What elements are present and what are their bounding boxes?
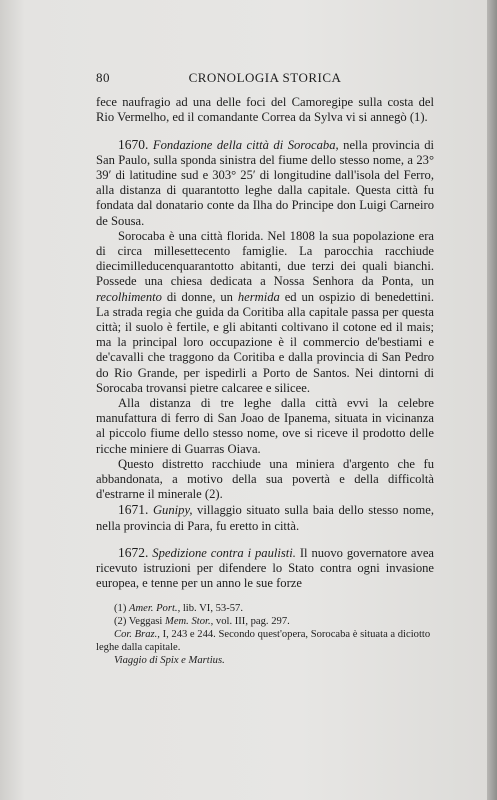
footnote-3: [96, 628, 434, 654]
footnote-source: Mem. Stor.,: [165, 615, 214, 627]
paragraph-sorocaba: [96, 229, 434, 396]
footnote-1: [96, 602, 434, 615]
entry-text: villaggio situato sulla baia dello stesso nome, nella provincia di Para, fu eretto in città.: [96, 503, 434, 533]
italic-term: recolhimento: [96, 289, 162, 304]
footnote-text: vol. III, pag. 297.: [213, 615, 290, 627]
footnote-source: Amer. Port.,: [129, 602, 181, 614]
paragraph-ipanema: Alla distanza di tre leghe dalla città evvi la celebre manufattura di ferro di San Joao de Ipanema, situata in vicinanza al piccolo fiume dello stesso nome, ove si riceve il prodotto delle ricche miniere di Guarras Oiava.: [96, 396, 434, 456]
footnote-marker: (1): [114, 602, 130, 614]
entry-year: 1670.: [118, 136, 149, 152]
footnote-text: I, 243 e 244. Secondo quest'opera, Sorocaba è situata a diciotto leghe dalla capitale.: [96, 628, 431, 653]
footnote-source: Cor. Braz.,: [114, 628, 160, 640]
running-title: CRONOLOGIA STORICA: [188, 70, 342, 85]
entry-heading: Fondazione della città di Sorocaba,: [152, 137, 339, 152]
footnote-4: [96, 654, 434, 667]
footnote-marker: (2) Veggasi: [114, 615, 165, 627]
footnote-2: [96, 615, 434, 628]
footnotes: [96, 602, 434, 667]
entry-1670: [96, 137, 434, 229]
entry-year: 1672.: [118, 544, 149, 560]
entry-text: Il nuovo governatore avea ricevuto istruzioni per difendere lo Stato contra ogni invasione europea, e tenne per un anno le sue forze: [96, 545, 434, 591]
entry-1672: [96, 545, 434, 592]
page-number: 80: [96, 70, 110, 85]
running-header: [96, 70, 434, 85]
footnote-source: Viaggio di Spix e Martius.: [114, 654, 225, 666]
italic-term: hermida: [237, 289, 280, 304]
footnote-text: lib. VI, 53-57.: [180, 602, 243, 614]
page-edge-shadow: [487, 0, 497, 800]
page-text-block: [96, 70, 434, 667]
entry-year: 1671.: [118, 502, 149, 518]
paragraph-text: ed un ospizio di benedettini. La strada regia che guida da Coritiba alla capitale passa per questa città; il suolo è fertile, e gli abitanti coltivano il cotone ed il mais; ma la principal loro occupazione è il commercio de'bestiami e de'cavalli che traggono da Coritiba e dalla provincia di San Pedro do Rio Grande, per ispedirli a Porto de Santos. Nei dintorni di Sorocaba trovansi pietre calcaree e silicee.: [96, 289, 434, 395]
paragraph-silver-mine: Questo distretto racchiude una miniera d'argento che fu abbandonata, a motivo della sua povertà e della difficoltà d'estrarne il minerale (2).: [96, 456, 434, 502]
entry-heading: Gunipy,: [152, 503, 193, 518]
paragraph-text: Sorocaba è una città florida. Nel 1808 la sua popolazione era di circa millesettecento famiglie. La parocchia racchiude diecimilleducenquarantotto abitanti, due terzi dei quali bianchi. Possede una chiesa dedicata a Nossa Senhora da Ponta, un: [96, 228, 434, 289]
entry-heading: Spedizione contra i paulisti.: [152, 545, 296, 560]
entry-1671: [96, 502, 434, 533]
paragraph-continued: fece naufragio ad una delle foci del Camoregipe sulla costa del Rio Vermelho, ed il comandante Correa da Sylva vi si annegò (1).: [96, 95, 434, 125]
paragraph-text: di donne, un: [161, 289, 238, 304]
entry-text: nella provincia di San Paulo, sulla sponda sinistra del fiume dello stesso nome, a 23° 39′ di latitudine sud e 303° 25′ di longitudine dall'isola del Ferro, alla distanza di quarantotto leghe dalla capitale. Questa città fu fondata dal donatario conte da Ilha do Principe don Luigi Carneiro de Sousa.: [96, 137, 434, 228]
